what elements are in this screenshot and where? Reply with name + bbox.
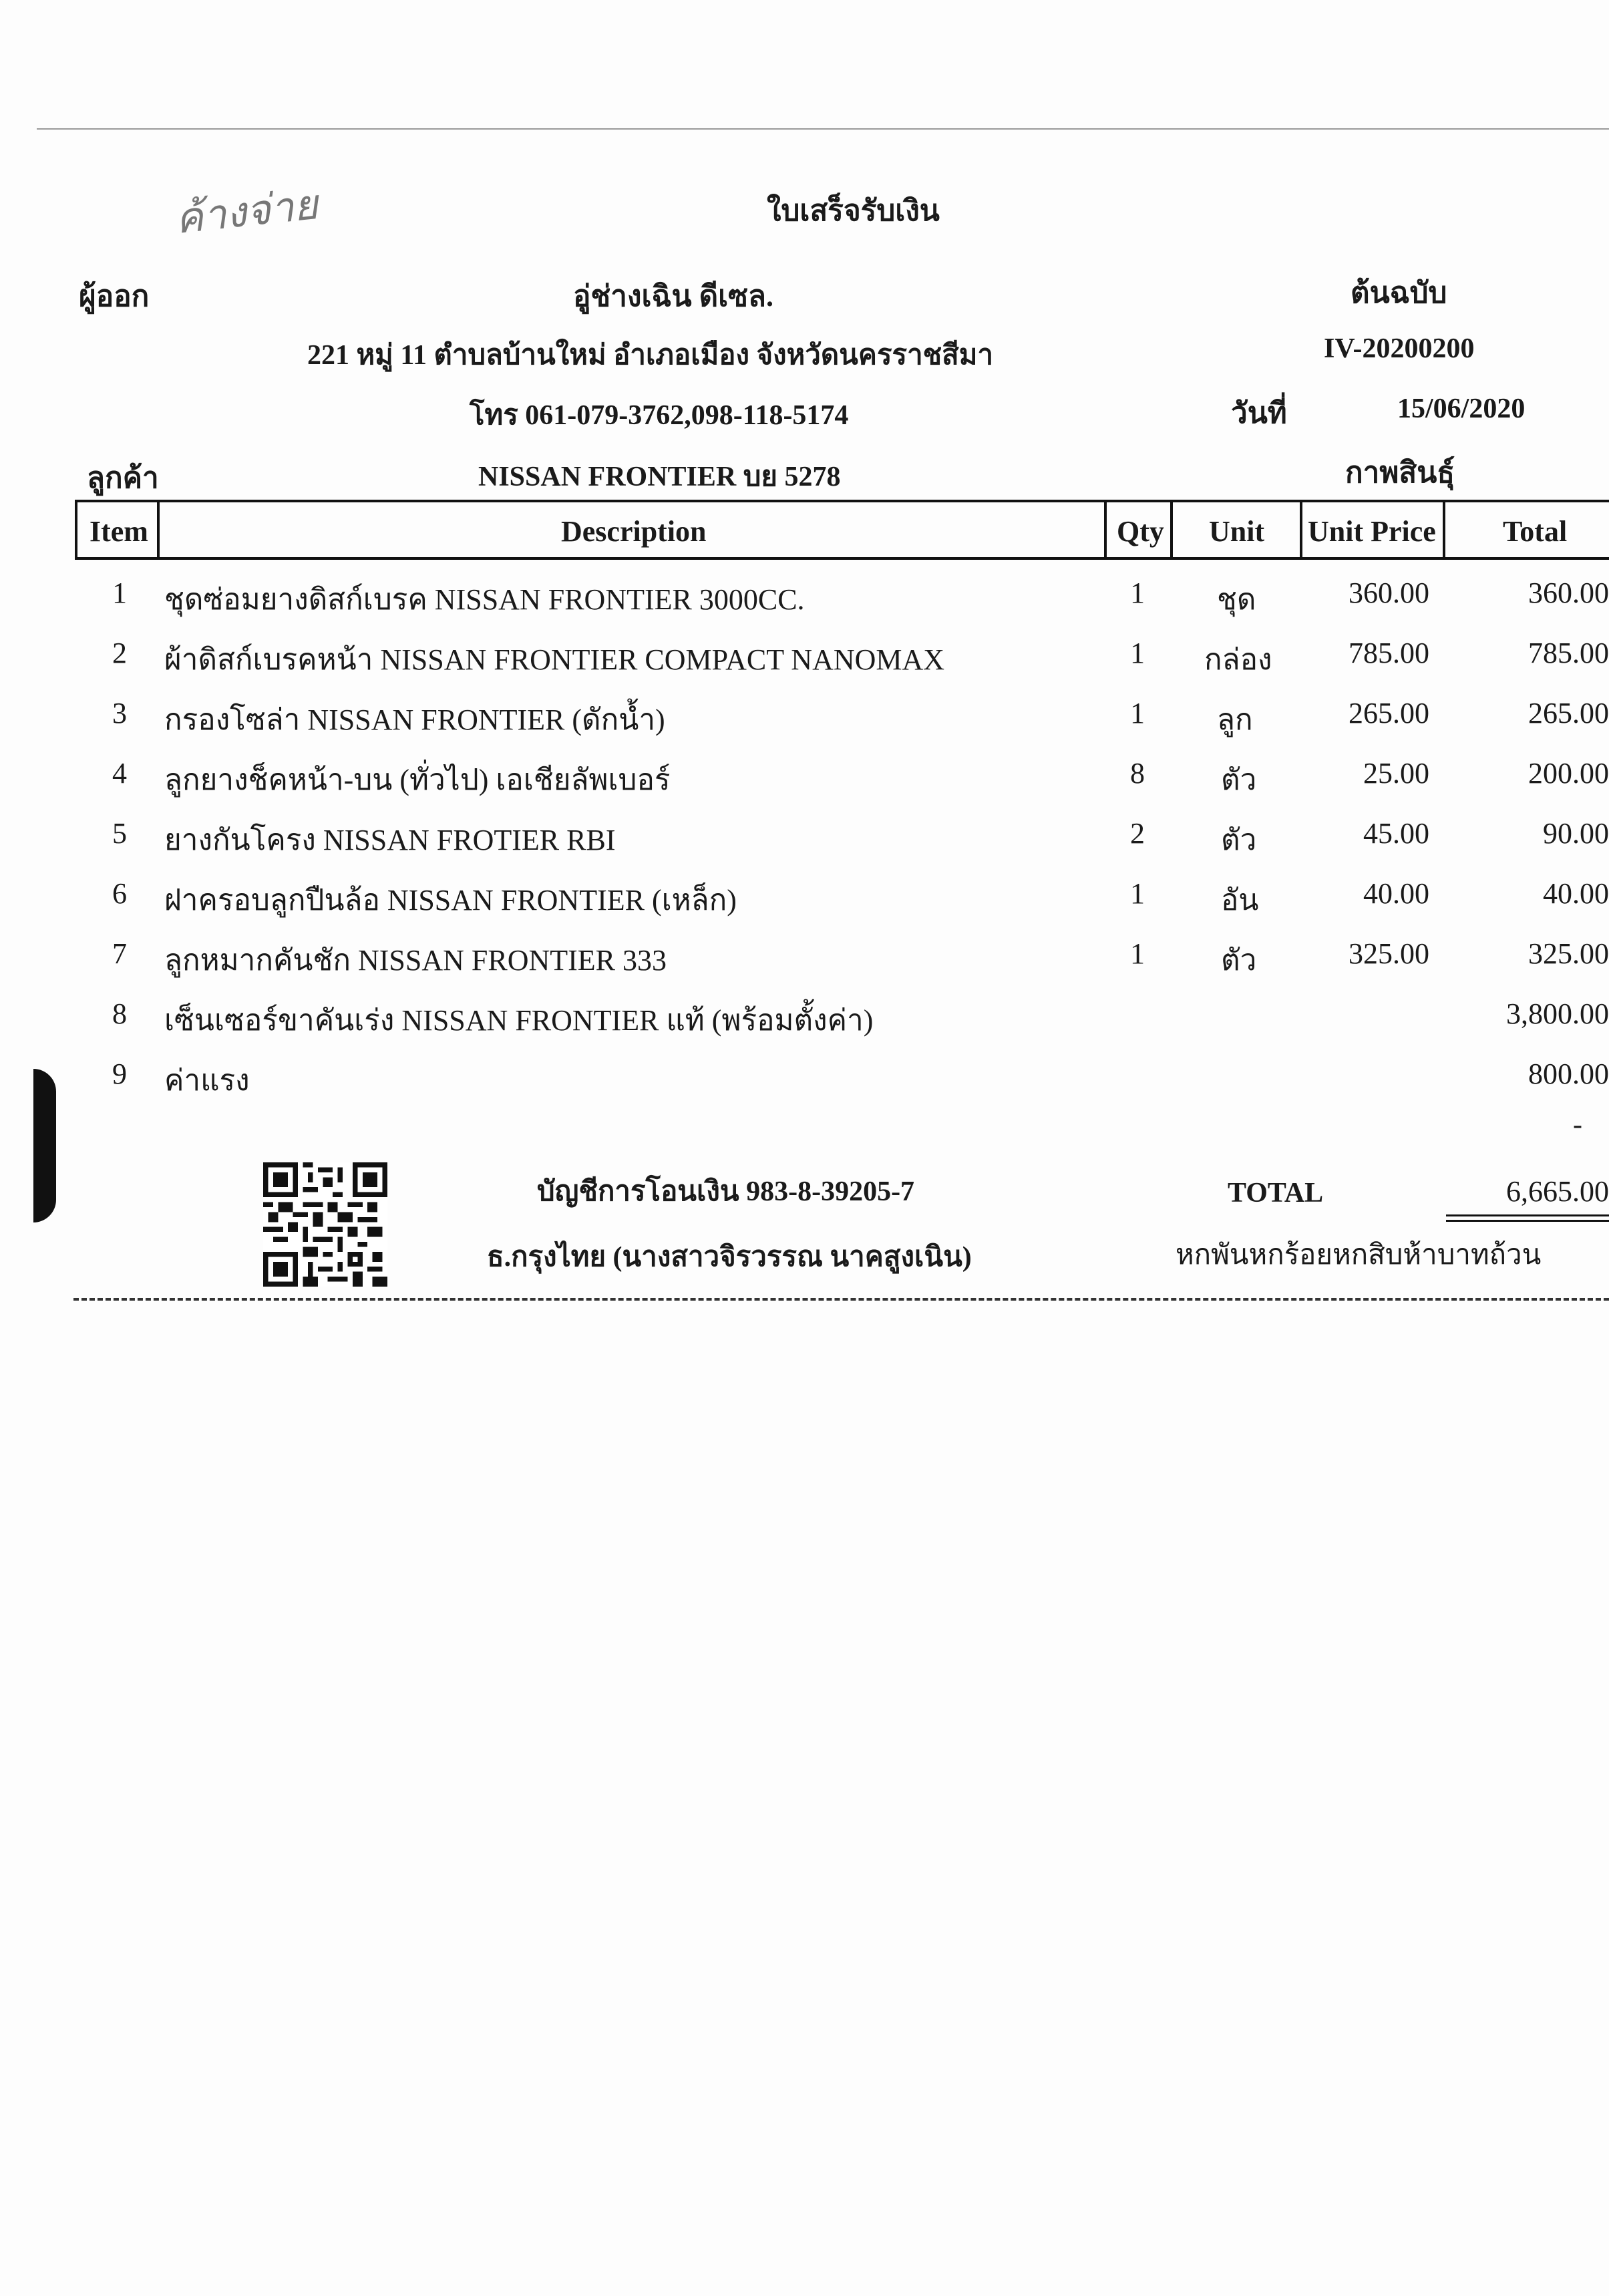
shop-address: 221 หมู่ 11 ตำบลบ้านใหม่ อำเภอเมือง จังหวัดนครราชสีมา [307, 340, 994, 371]
table-row [0, 997, 1609, 1057]
shop-phone: โทร 061-079-3762,098-118-5174 [470, 400, 849, 431]
row-total: 325.00 [1528, 937, 1609, 970]
row-unit: ตัว [1221, 764, 1257, 796]
row-unit-price: 45.00 [1363, 817, 1429, 850]
row-total: 265.00 [1528, 697, 1609, 729]
row-qty: 1 [1130, 697, 1145, 729]
row-unit: ตัว [1221, 824, 1257, 856]
column-divider [1443, 500, 1445, 560]
row-item: 9 [112, 1057, 127, 1090]
row-unit: ชุด [1217, 583, 1256, 616]
header-description: Description [561, 515, 707, 548]
column-divider [157, 500, 160, 560]
copy-type: ต้นฉบับ [1351, 277, 1447, 309]
total-label: TOTAL [1228, 1178, 1324, 1208]
total-value: 6,665.00 [1506, 1175, 1609, 1208]
customer-vehicle: NISSAN FRONTIER บย 5278 [478, 462, 841, 492]
row-item: 1 [112, 577, 127, 609]
row-description: ลูกยางช็คหน้า-บน (ทั่วไป) เอเชียลัพเบอร์ [164, 764, 671, 796]
row-unit-price: 40.00 [1363, 877, 1429, 910]
total-in-words: หกพันหกร้อยหกสิบห้าบาทถ้วน [1176, 1240, 1542, 1271]
table-row [0, 636, 1609, 696]
row-unit-price: 265.00 [1349, 697, 1429, 729]
row-description: กรองโซล่า NISSAN FRONTIER (ดักน้ำ) [164, 703, 665, 736]
row-item: 6 [112, 877, 127, 910]
row-unit: ตัว [1221, 944, 1257, 977]
header-unit-price: Unit Price [1308, 515, 1436, 548]
row-qty: 2 [1130, 817, 1145, 850]
header-total: Total [1503, 515, 1568, 548]
handwritten-note: ค้างจ่าย [172, 180, 321, 243]
invoice-number: IV-20200200 [1324, 333, 1475, 364]
header-qty: Qty [1117, 515, 1164, 548]
row-unit: อัน [1221, 884, 1259, 917]
bank-account: บัญชีการโอนเงิน 983-8-39205-7 [537, 1176, 915, 1207]
row-unit: กล่อง [1204, 643, 1272, 676]
row-total: 785.00 [1528, 637, 1609, 669]
invoice-date: 15/06/2020 [1397, 393, 1526, 424]
qr-code-icon [263, 1162, 387, 1287]
row-item: 8 [112, 997, 127, 1030]
row-description: ผ้าดิสก์เบรคหน้า NISSAN FRONTIER COMPACT NANOMAX [164, 643, 945, 676]
row-description: ชุดซ่อมยางดิสก์เบรค NISSAN FRONTIER 3000CC. [164, 583, 805, 616]
table-row [0, 816, 1609, 876]
row-description: ลูกหมากคันชัก NISSAN FRONTIER 333 [164, 944, 667, 977]
total-underline [1446, 1214, 1609, 1216]
dash-mark: - [1573, 1110, 1582, 1140]
row-item: 7 [112, 937, 127, 970]
row-total: 90.00 [1543, 817, 1609, 850]
bank-name: ธ.กรุงไทย (นางสาวจิรวรรณ นาคสูงเนิน) [487, 1242, 972, 1273]
row-total: 800.00 [1528, 1057, 1609, 1090]
table-row [0, 1057, 1609, 1117]
row-qty: 1 [1130, 877, 1145, 910]
row-unit-price: 325.00 [1349, 937, 1429, 970]
shop-name: อู่ช่างเฉิน ดีเซล. [573, 280, 774, 313]
row-item: 4 [112, 757, 127, 790]
table-row [0, 576, 1609, 636]
row-total: 3,800.00 [1506, 997, 1609, 1030]
table-row [0, 696, 1609, 756]
column-divider [1300, 500, 1302, 560]
document-title: ใบเสร็จรับเงิน [767, 194, 940, 227]
row-qty: 1 [1130, 637, 1145, 669]
row-description: ฝาครอบลูกปืนล้อ NISSAN FRONTIER (เหล็ก) [164, 884, 737, 917]
row-qty: 8 [1130, 757, 1145, 790]
customer-name: กาพสินธุ์ [1345, 456, 1455, 489]
row-total: 200.00 [1528, 757, 1609, 790]
customer-label: ลูกค้า [87, 462, 159, 494]
row-item: 3 [112, 697, 127, 729]
header-unit: Unit [1209, 515, 1265, 548]
row-unit-price: 25.00 [1363, 757, 1429, 790]
row-total: 360.00 [1528, 577, 1609, 609]
column-divider [1104, 500, 1107, 560]
top-rule [37, 128, 1609, 130]
row-qty: 1 [1130, 577, 1145, 609]
row-qty: 1 [1130, 937, 1145, 970]
table-row [0, 937, 1609, 997]
total-underline [1446, 1220, 1609, 1222]
column-divider [1170, 500, 1173, 560]
row-description: เซ็นเซอร์ขาคันเร่ง NISSAN FRONTIER แท้ (พร้อมตั้งค่า) [164, 1004, 874, 1037]
date-label: วันที่ [1231, 397, 1287, 430]
row-description: ค่าแรง [164, 1064, 250, 1097]
table-row [0, 756, 1609, 816]
row-unit-price: 360.00 [1349, 577, 1429, 609]
tear-line [73, 1298, 1609, 1301]
row-item: 5 [112, 817, 127, 850]
issuer-label: ผู้ออก [79, 280, 150, 313]
row-unit-price: 785.00 [1349, 637, 1429, 669]
row-description: ยางกันโครง NISSAN FROTIER RBI [164, 824, 616, 856]
row-item: 2 [112, 637, 127, 669]
header-item: Item [90, 515, 148, 548]
row-unit: ลูก [1217, 703, 1253, 736]
row-total: 40.00 [1543, 877, 1609, 910]
table-row [0, 876, 1609, 937]
